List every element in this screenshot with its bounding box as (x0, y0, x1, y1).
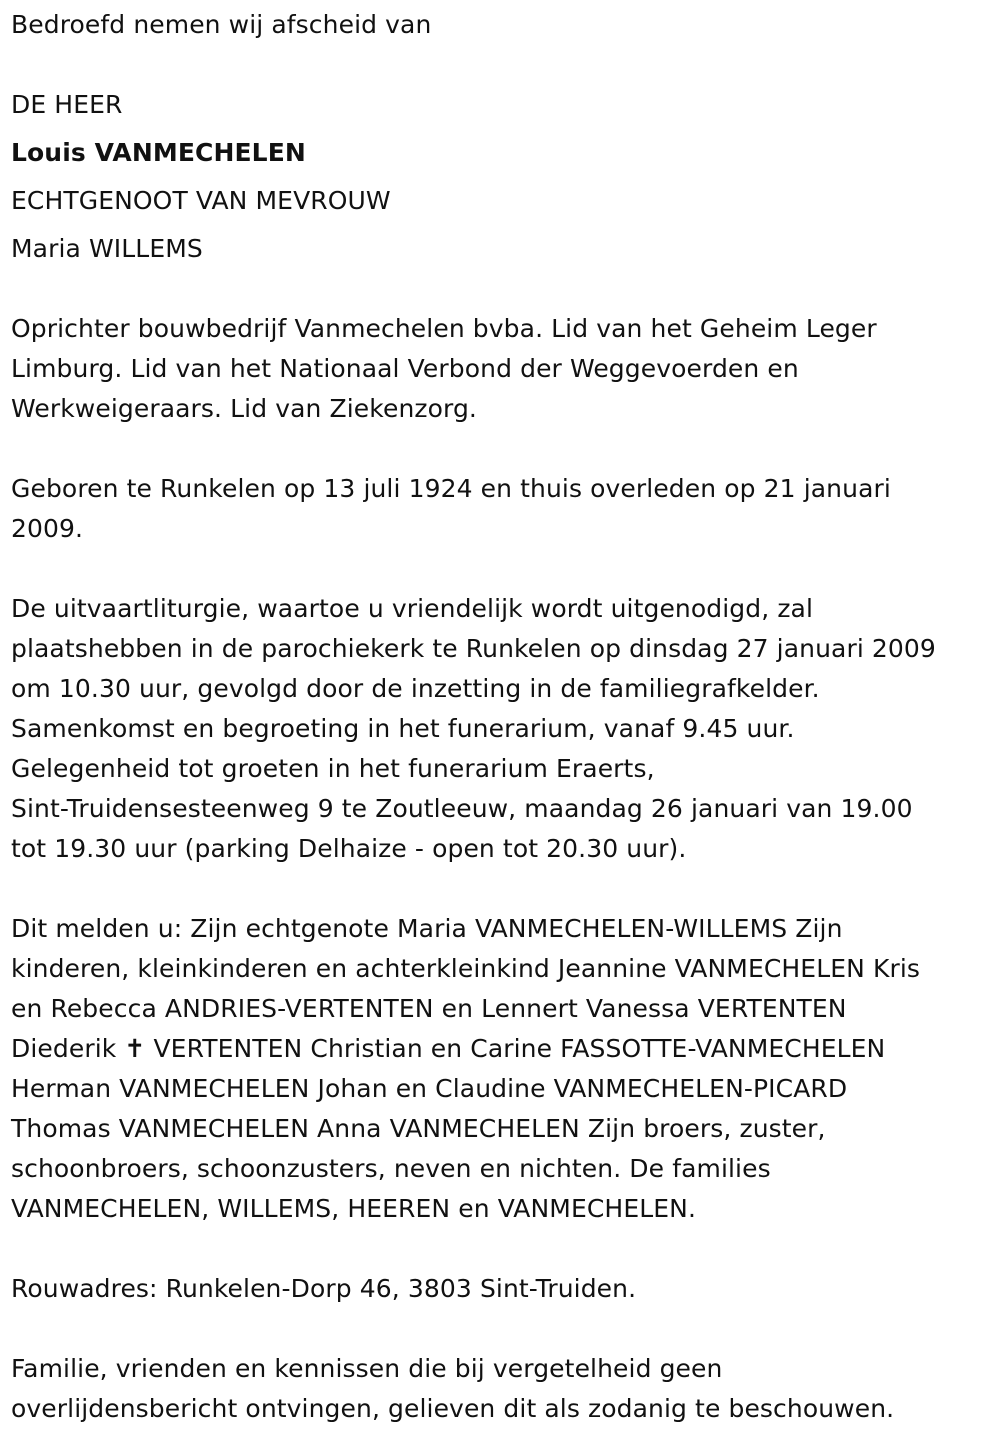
family-line: Herman VANMECHELEN Johan en Claudine VANMECHELEN-PICARD (11, 1074, 848, 1103)
deceased-name: Louis VANMECHELEN (11, 138, 306, 167)
funeral-line: De uitvaartliturgie, waartoe u vriendelijk wordt uitgenodigd, zal (11, 594, 814, 623)
family-line: en Rebecca ANDRIES-VERTENTEN en Lennert Vanessa VERTENTEN (11, 994, 847, 1023)
funeral-line: om 10.30 uur, gevolgd door de inzetting in de familiegrafkelder. (11, 674, 820, 703)
funeral-line: plaatshebben in de parochiekerk te Runkelen op dinsdag 27 januari 2009 (11, 634, 936, 663)
funeral-line: Gelegenheid tot groeten in het funerarium Eraerts, (11, 754, 655, 783)
spouse-name: Maria WILLEMS (11, 234, 203, 263)
family-line: schoonbroers, schoonzusters, neven en nichten. De families (11, 1154, 771, 1183)
family-line: Dit melden u: Zijn echtgenote Maria VANMECHELEN-WILLEMS Zijn (11, 914, 843, 943)
title-prefix: DE HEER (11, 90, 123, 119)
closing-line: Familie, vrienden en kennissen die bij vergetelheid geen (11, 1354, 723, 1383)
bio-line: Werkweigeraars. Lid van Ziekenzorg. (11, 394, 477, 423)
bio-line: Oprichter bouwbedrijf Vanmechelen bvba. Lid van het Geheim Leger (11, 314, 877, 343)
birth-line: Geboren te Runkelen op 13 juli 1924 en thuis overleden op 21 januari (11, 474, 891, 503)
funeral-line: Sint-Truidensesteenweg 9 te Zoutleeuw, maandag 26 januari van 19.00 (11, 794, 913, 823)
family-line: VANMECHELEN, WILLEMS, HEEREN en VANMECHELEN. (11, 1194, 696, 1223)
funeral-line: tot 19.30 uur (parking Delhaize - open tot 20.30 uur). (11, 834, 687, 863)
closing-line: overlijdensbericht ontvingen, gelieven dit als zodanig te beschouwen. (11, 1394, 895, 1423)
bio-line: Limburg. Lid van het Nationaal Verbond der Weggevoerden en (11, 354, 799, 383)
mourning-address: Rouwadres: Runkelen-Dorp 46, 3803 Sint-Truiden. (11, 1274, 637, 1303)
family-line: Diederik ✝ VERTENTEN Christian en Carine FASSOTTE-VANMECHELEN (11, 1034, 886, 1063)
birth-line: 2009. (11, 514, 84, 543)
intro-line: Bedroefd nemen wij afscheid van (11, 10, 432, 39)
spouse-prefix: ECHTGENOOT VAN MEVROUW (11, 186, 391, 215)
family-line: kinderen, kleinkinderen en achterkleinkind Jeannine VANMECHELEN Kris (11, 954, 921, 983)
funeral-line: Samenkomst en begroeting in het funerarium, vanaf 9.45 uur. (11, 714, 795, 743)
family-line: Thomas VANMECHELEN Anna VANMECHELEN Zijn broers, zuster, (11, 1114, 826, 1143)
